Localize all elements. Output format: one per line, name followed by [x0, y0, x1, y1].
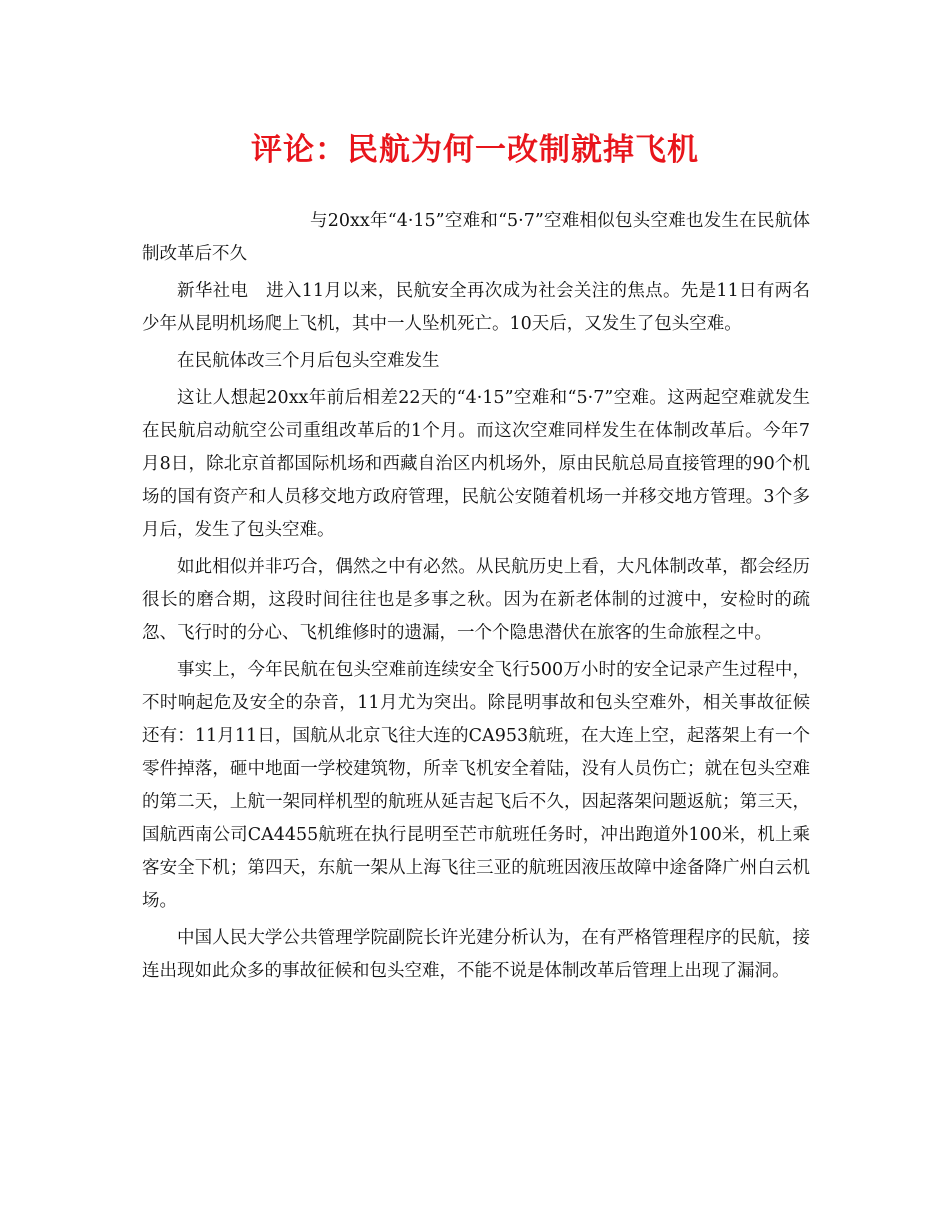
article-body [142, 205, 810, 992]
section-heading: 在民航体改三个月后包头空难发生 [177, 351, 440, 371]
paragraph-lead: 新华社电 进入11月以来，民航安全再次成为社会关注的焦点。先是11日有两名少年从昆明机场爬上飞机，其中一人坠机死亡。10天后，又发生了包头空难。 [142, 281, 810, 334]
page-title: 评论：民航为何一改制就掉飞机 [251, 132, 699, 168]
paragraph-comparison: 这让人想起20xx年前后相差22天的“4·15”空难和“5·7”空难。这两起空难就发生在民航启动航空公司重组改革后的1个月。而这次空难同样发生在体制改革后。今年7月8日，除北京首都国际机场和西藏自治区内机场外，原由民航总局直接管理的90个机场的国有资产和人员移交地方政府管理，民航公安随着机场一并移交地方管理。3个多月后，发生了包头空难。 [142, 388, 810, 540]
paragraph-analysis: 如此相似并非巧合，偶然之中有必然。从民航历史上看，大凡体制改革，都会经历很长的磨合期，这段时间往往也是多事之秋。因为在新老体制的过渡中，安检时的疏忽、飞行时的分心、飞机维修时的遗漏，一个个隐患潜伏在旅客的生命旅程之中。 [142, 557, 810, 643]
paragraph-incidents: 事实上，今年民航在包头空难前连续安全飞行500万小时的安全记录产生过程中，不时响起危及安全的杂音，11月尤为突出。除昆明事故和包头空难外，相关事故征候还有：11月11日，国航从北京飞往大连的CA953航班，在大连上空，起落架上有一个零件掉落，砸中地面一学校建筑物，所幸飞机安全着陆，没有人员伤亡；就在包头空难的第二天，上航一架同样机型的航班从延吉起飞后不久，因起落架问题返航；第三天，国航西南公司CA4455航班在执行昆明至芒市航班任务时，冲出跑道外100米，机上乘客安全下机；第四天，东航一架从上海飞往三亚的航班因液压故障中途备降广州白云机场。 [142, 660, 810, 911]
article-subtitle: 与20xx年“4·15”空难和“5·7”空难相似包头空难也发生在民航体制改革后不久 [142, 211, 810, 264]
paragraph-expert-opinion: 中国人民大学公共管理学院副院长许光建分析认为，在有严格管理程序的民航，接连出现如此众多的事故征候和包头空难，不能不说是体制改革后管理上出现了漏洞。 [142, 928, 810, 981]
